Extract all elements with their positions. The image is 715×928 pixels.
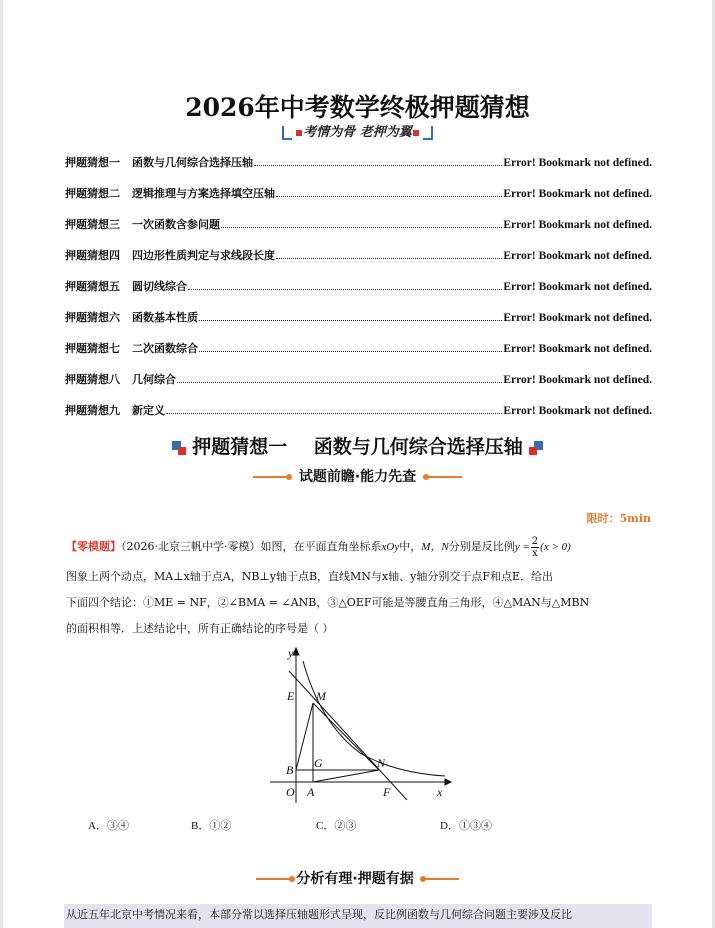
red-square-icon bbox=[296, 130, 302, 136]
toc-entry[interactable] bbox=[65, 184, 652, 215]
problem-text bbox=[66, 534, 654, 642]
func-lhs: y = bbox=[514, 541, 530, 553]
choice-letter: C． bbox=[316, 820, 335, 832]
label-y: y bbox=[288, 646, 294, 660]
segment-an bbox=[313, 770, 379, 782]
slogan-text: 考情为骨 老押为翼 bbox=[303, 125, 412, 140]
toc-label: 押题猜想一 bbox=[65, 156, 120, 169]
func-condition: (x > 0) bbox=[540, 541, 571, 553]
problem-line-2: 图象上两个动点，MA⊥x轴于点A，NB⊥y轴于点B，直线MN与x轴、y轴分别交于点F和点E．给出 bbox=[66, 570, 554, 583]
toc-leader bbox=[276, 246, 502, 259]
toc-title: 一次函数含参问题 bbox=[132, 218, 220, 231]
label-b: B bbox=[286, 763, 294, 777]
points-mn: M，N bbox=[421, 541, 449, 553]
toc-label: 押题猜想七 bbox=[65, 342, 120, 355]
hyperbola-curve bbox=[303, 661, 445, 776]
toc-ref: Error! Bookmark not defined. bbox=[503, 281, 652, 293]
fraction-numerator: 2 bbox=[531, 535, 539, 547]
toc-label: 押题猜想八 bbox=[65, 373, 120, 386]
deco-line-left bbox=[253, 476, 289, 478]
line-mn bbox=[289, 671, 407, 800]
toc-leader bbox=[188, 277, 502, 290]
toc-entry[interactable] bbox=[65, 215, 652, 246]
analysis-heading bbox=[0, 868, 715, 888]
text-fragment: 分别是反比例 bbox=[448, 540, 515, 553]
toc-title: 二次函数综合 bbox=[132, 342, 198, 355]
toc-title: 函数基本性质 bbox=[132, 311, 198, 324]
toc-label: 押题猜想三 bbox=[65, 218, 120, 231]
flag-right-icon bbox=[529, 441, 543, 455]
toc-leader bbox=[199, 339, 502, 352]
segment-mn-inner bbox=[313, 703, 379, 770]
x-arrow-icon bbox=[445, 779, 451, 785]
analysis-heading-text: 分析有理·押题有据 bbox=[296, 871, 414, 887]
toc-ref: Error! Bookmark not defined. bbox=[503, 188, 652, 200]
bracket-left-icon bbox=[282, 126, 292, 140]
fraction-denominator: x bbox=[532, 547, 538, 559]
document-title: 2026年中考数学终极押题猜想 bbox=[185, 93, 530, 122]
toc-label: 押题猜想六 bbox=[65, 311, 120, 324]
toc-leader bbox=[177, 370, 502, 383]
coord-system: xOy bbox=[381, 541, 400, 553]
toc-entry[interactable] bbox=[65, 370, 652, 401]
fraction bbox=[531, 536, 539, 559]
bracket-right-icon bbox=[423, 126, 433, 140]
label-f: F bbox=[383, 785, 391, 799]
subheading-text: 试题前瞻·能力先查 bbox=[298, 469, 417, 485]
choice-c[interactable] bbox=[316, 817, 356, 833]
label-m: M bbox=[316, 689, 326, 703]
choice-letter: D． bbox=[440, 820, 459, 832]
choice-d[interactable] bbox=[440, 817, 492, 833]
choice-b[interactable] bbox=[191, 817, 231, 833]
problem-line-4: 的面积相等．上述结论中，所有正确结论的序号是（ ） bbox=[66, 622, 334, 635]
toc-leader bbox=[221, 215, 502, 228]
y-arrow-icon bbox=[293, 648, 299, 655]
toc-leader bbox=[276, 184, 502, 197]
toc-entry[interactable] bbox=[65, 339, 652, 370]
toc-entry[interactable] bbox=[65, 153, 652, 184]
toc-label: 押题猜想四 bbox=[65, 249, 120, 262]
deco-line-right bbox=[423, 878, 459, 880]
choice-a[interactable] bbox=[88, 817, 129, 833]
toc-entry[interactable] bbox=[65, 246, 652, 277]
time-limit: 限时：5min bbox=[586, 512, 651, 525]
problem-line-3: 下面四个结论：①ME = NF，②∠BMA = ∠ANB，③△OEF可能是等腰直角三角形，④△MAN与△MBN bbox=[66, 596, 590, 609]
subheading bbox=[0, 466, 715, 486]
problem-tag: 【零模题】 bbox=[66, 540, 121, 553]
choice-text: ①② bbox=[209, 820, 232, 832]
toc-title: 几何综合 bbox=[132, 373, 176, 386]
toc-leader bbox=[199, 308, 502, 321]
segment-bm bbox=[296, 703, 313, 770]
toc-entry[interactable] bbox=[65, 401, 652, 432]
geometry-figure bbox=[265, 643, 455, 803]
toc-label: 押题猜想五 bbox=[65, 280, 120, 293]
label-e: E bbox=[287, 689, 295, 703]
text-fragment: 中， bbox=[399, 540, 422, 553]
toc-title: 新定义 bbox=[132, 404, 165, 417]
label-g: G bbox=[314, 756, 323, 770]
toc-ref: Error! Bookmark not defined. bbox=[503, 312, 652, 324]
toc-leader bbox=[254, 153, 502, 166]
toc-ref: Error! Bookmark not defined. bbox=[503, 250, 652, 262]
toc-label: 押题猜想九 bbox=[65, 404, 120, 417]
toc-title: 四边形性质判定与求线段长度 bbox=[132, 249, 275, 262]
toc-ref: Error! Bookmark not defined. bbox=[503, 343, 652, 355]
toc-label: 押题猜想二 bbox=[65, 187, 120, 200]
label-x: x bbox=[437, 785, 443, 799]
problem-line-1 bbox=[66, 534, 654, 560]
section-heading-text: 押题猜想一 函数与几何综合选择压轴 bbox=[192, 436, 523, 458]
toc-ref: Error! Bookmark not defined. bbox=[503, 219, 652, 231]
choice-text: ②③ bbox=[334, 820, 357, 832]
analysis-box: 从近五年北京中考情况来看，本部分常以选择压轴题形式呈现，反比例函数与几何综合问题主要涉及反比 bbox=[64, 904, 652, 928]
red-square-icon bbox=[413, 130, 419, 136]
problem-source: （2026·北京三帆中学·零模）如图，在平面直角坐标系 bbox=[121, 540, 382, 553]
toc-ref: Error! Bookmark not defined. bbox=[503, 157, 652, 169]
toc-title: 圆切线综合 bbox=[132, 280, 187, 293]
choice-letter: B． bbox=[191, 820, 210, 832]
choice-text: ①③④ bbox=[458, 820, 492, 832]
flag-left-icon bbox=[172, 441, 186, 455]
slogan bbox=[0, 121, 715, 140]
choice-letter: A． bbox=[88, 820, 107, 832]
toc-entry[interactable] bbox=[65, 277, 652, 308]
choice-text: ③④ bbox=[106, 820, 129, 832]
toc-ref: Error! Bookmark not defined. bbox=[503, 405, 652, 417]
deco-line-left bbox=[256, 878, 292, 880]
toc-leader bbox=[166, 401, 502, 414]
label-n: N bbox=[377, 756, 386, 770]
label-o: O bbox=[286, 785, 295, 799]
label-a: A bbox=[307, 785, 315, 799]
toc-ref: Error! Bookmark not defined. bbox=[503, 374, 652, 386]
toc-entry[interactable] bbox=[65, 308, 652, 339]
table-of-contents bbox=[65, 153, 652, 432]
deco-line-right bbox=[426, 476, 462, 478]
toc-title: 函数与几何综合选择压轴 bbox=[132, 156, 253, 169]
toc-title: 逻辑推理与方案选择填空压轴 bbox=[132, 187, 275, 200]
section-heading bbox=[0, 432, 715, 459]
